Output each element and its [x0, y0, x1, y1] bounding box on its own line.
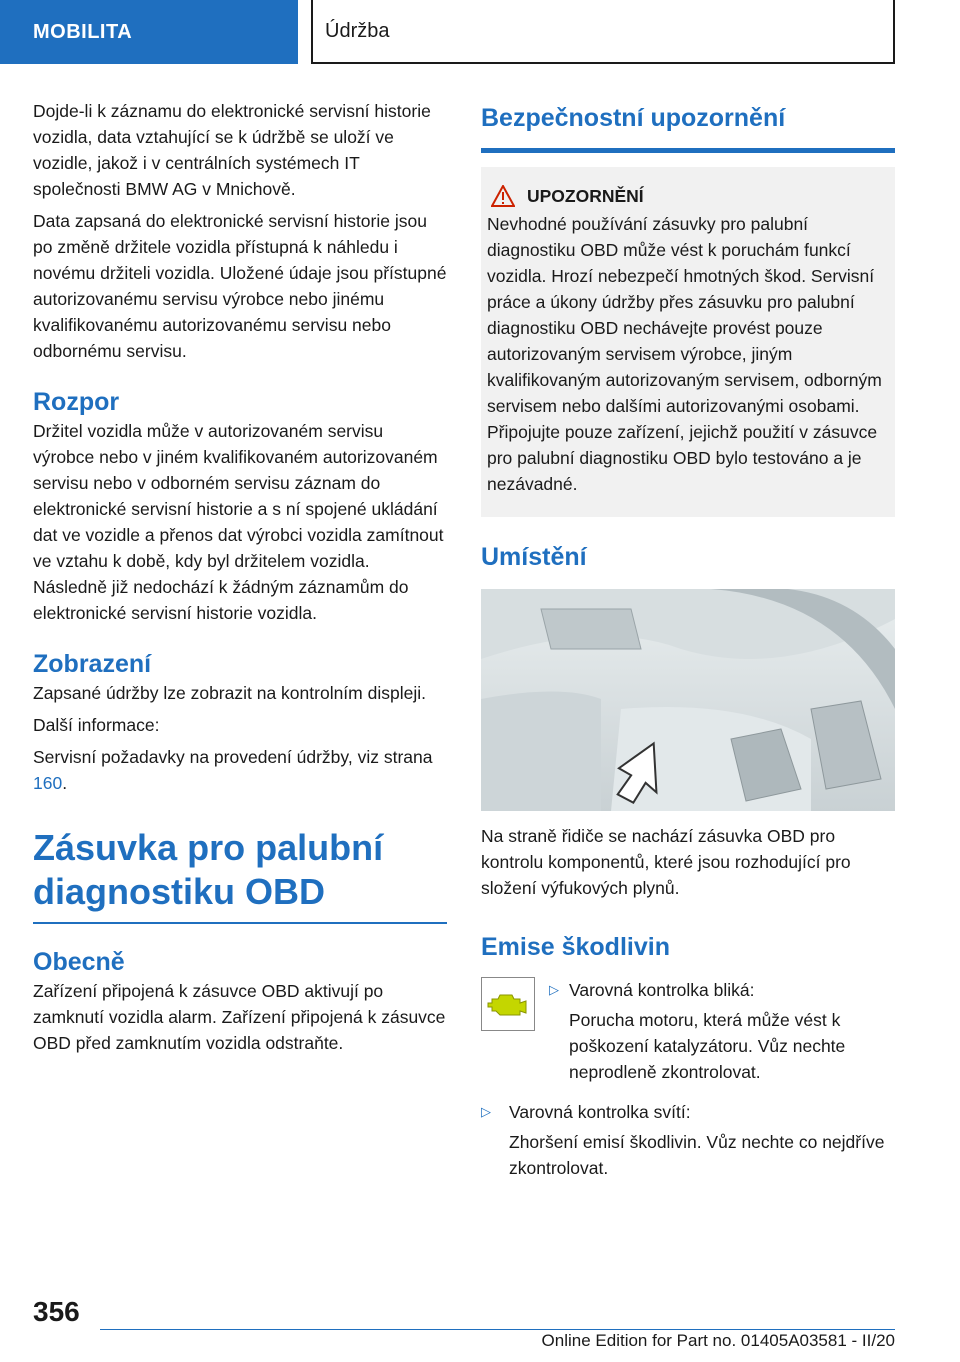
emise-flashing-content: [549, 977, 895, 1093]
warning-triangle-icon: [491, 185, 515, 207]
right-column: [481, 98, 895, 1181]
page-link-160[interactable]: 160: [33, 773, 63, 793]
zobrazeni-paragraph: Zapsané údržby lze zobrazit na kontrolním displeji.: [33, 683, 426, 703]
obd-location-photo: [481, 589, 895, 811]
intro-paragraph: Dojde-li k záznamu do elektronické servisní historie vozidla, data vztahující se k údržbě se uloží ve vozidle, jakož i v centrálních systémech IT společnosti BMW AG v Mnichově.: [33, 101, 431, 199]
heading-rozpor: Rozpor: [33, 388, 120, 416]
engine-check-icon: [481, 977, 535, 1031]
warning-title: UPOZORNĚNÍ: [527, 185, 644, 206]
rozpor-paragraph: Držitel vozidla může v autorizovaném servisu výrobce nebo v jiném kvalifikovaném autorizovaném servisu nebo v odborném servisu záznam do elektronické servisní historie a s ní spojené ukládání dat ve vozidle a přenos dat výrobci vozidla zamítnout ve vztahu k době, kdy byl držitelem vozidla. Následně již nedochází k žádným záznamům do elektronické servisní historie vozidla.: [33, 421, 444, 623]
bullet-flashing-text: Porucha motoru, která může vést k poškození katalyzátoru. Vůz nechte neprodleně zkontrolovat.: [569, 1010, 846, 1082]
bullet-steady-text: Zhoršení emisí škodlivin. Vůz nechte co nejdříve zkontrolovat.: [509, 1132, 885, 1178]
service-ref-end: .: [62, 773, 68, 793]
bullet-steady-title: Varovná kontrolka svítí:: [509, 1102, 691, 1122]
heading-umisteni: Umístění: [481, 543, 587, 571]
service-ref-text: Servisní požadavky na provedení údržby, viz strana: [33, 747, 433, 767]
safety-rule: [481, 148, 895, 153]
page-number: 356: [33, 1296, 80, 1327]
more-info-label: Další informace:: [33, 715, 160, 735]
warning-box: [481, 167, 895, 517]
heading-obd-line1: Zásuvka pro palubní: [33, 827, 384, 868]
history-paragraph: Data zapsaná do elektronické servisní historie jsou po změně držitele vozidla přístupná k náhledu i novému držiteli vozidla. Uložené údaje jsou přístupné autorizovanému servisu výrobce nebo jinému kvalifikovanému autorizovanému servisu nebo odbornému servisu.: [33, 211, 447, 361]
umisteni-paragraph: Na straně řidiče se nachází zásuvka OBD pro kontrolu komponentů, které jsou rozhodující pro složení výfukových plynů.: [481, 826, 851, 898]
heading-obd-line2: diagnostiku OBD: [33, 871, 326, 912]
heading-obd-socket: [33, 826, 447, 914]
bullet-flashing-title: Varovná kontrolka bliká:: [569, 980, 755, 1000]
footer-edition: Online Edition for Part no. 01405A03581 - II/20: [541, 1331, 895, 1350]
emise-flashing-row: [481, 977, 895, 1093]
section-rule: [33, 922, 447, 924]
section-tab: MOBILITA: [0, 0, 298, 64]
heading-obecne: Obecně: [33, 948, 125, 976]
bullet-steady: [481, 1099, 895, 1181]
warning-text: Nevhodné používání zásuvky pro palubní diagnostiku OBD může vést k poruchám funkcí vozidla. Hrozí nebezpečí hmotných škod. Servisní práce a úkony údržby přes zásuvku pro palubní diagnostiku OBD nechávejte provést pouze autorizovaným servisem výrobce, jiným kvalifikovaným autorizovaným servisem, odborným servisem nebo dalšími autorizovanými osobami. Připojujte pouze zařízení, jejichž použití v zásuvce pro palubní diagnostiku OBD bylo testováno a je nezávadné.: [487, 214, 882, 494]
heading-emise: Emise škodlivin: [481, 933, 670, 961]
left-column: [33, 98, 447, 1062]
service-requirements-ref: [33, 744, 447, 796]
bullet-steady-content: [501, 1099, 895, 1181]
heading-zobrazeni: Zobrazení: [33, 650, 152, 678]
heading-safety: Bezpečnostní upozornění: [481, 104, 786, 132]
obecne-paragraph: Zařízení připojená k zásuvce OBD aktivují po zamknutí vozidla alarm. Zařízení připojená k zásuvce OBD před zamknutím vozidla odstraňte.: [33, 981, 446, 1053]
chapter-title: Údržba: [311, 0, 895, 64]
bullet-triangle-icon: ▷: [481, 1104, 491, 1119]
bullet-flashing: [549, 977, 895, 1003]
warning-header: [487, 185, 887, 207]
footer-rule: [100, 1329, 895, 1330]
bullet-triangle-icon: ▷: [549, 982, 559, 997]
